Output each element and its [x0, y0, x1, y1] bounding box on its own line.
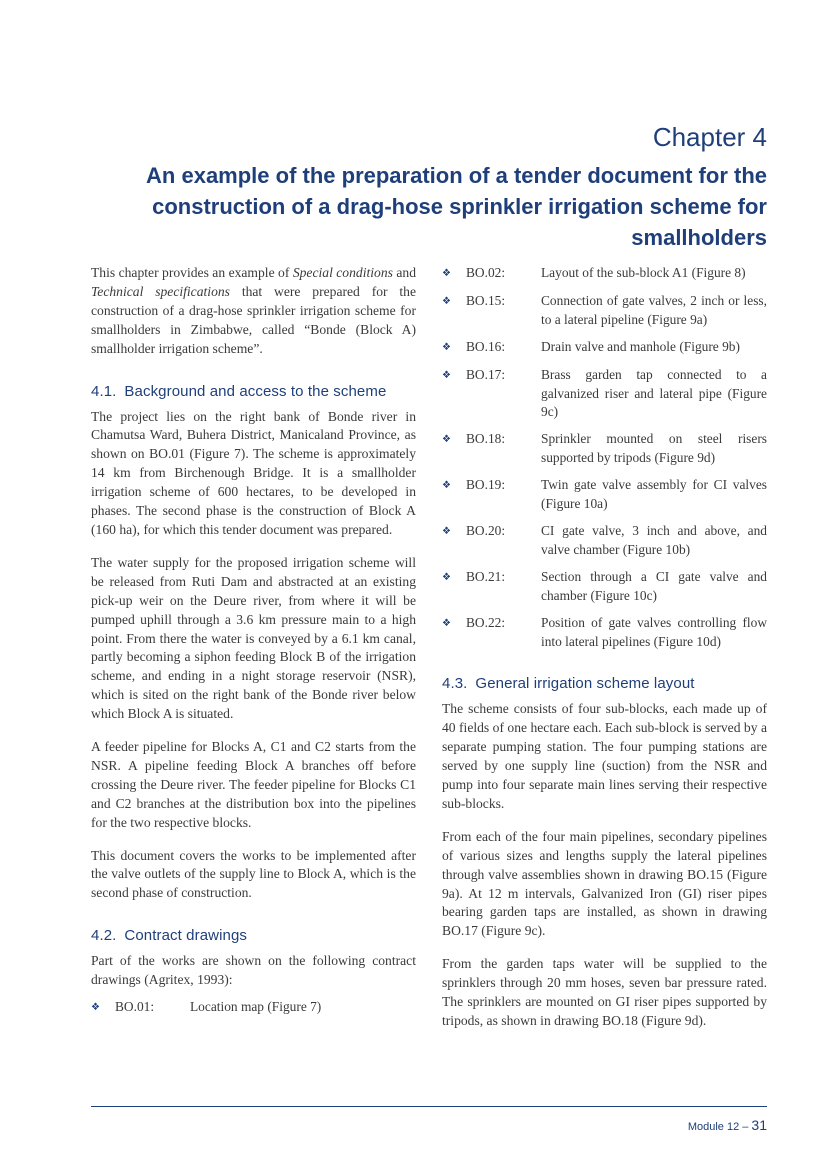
section-title: Contract drawings [124, 927, 248, 945]
drawing-description: CI gate valve, 3 inch and above, and valve chamber (Figure 10b) [541, 522, 767, 557]
drawing-code: BO.16: [466, 338, 506, 354]
intro-emphasis-special-conditions: Special conditions [292, 265, 393, 280]
section-heading-4-1 [91, 383, 416, 400]
diamond-bullet-icon: ❖ [442, 617, 451, 629]
paragraph: This document covers the works to be implemented after the valve outlets of the supply line to Block A, which is the second phase of construction. [91, 847, 416, 901]
list-item [442, 476, 767, 514]
section-heading-4-3 [442, 675, 767, 692]
drawing-code: BO.19: [466, 477, 506, 493]
drawing-description: Position of gate valves controlling flow into lateral pipelines (Figure 10d) [541, 614, 767, 649]
drawing-description: Sprinkler mounted on steel risers supported by tripods (Figure 9d) [541, 431, 767, 466]
paragraph: The water supply for the proposed irrigation scheme will be released from Ruti Dam and abstracted at an existing pick-up weir on the Deure river, from where it will be pumped uphill through a 3.6 km pressure main to a high point. From there the water is conveyed by a 6.1 km canal, partly becoming a siphon feeding Block B of the irrigation scheme, and ending in a night storage reservoir (NSR), which is sited on the right bank of the Bonde river below which Block A is situated. [91, 554, 416, 722]
footer-divider [91, 1106, 767, 1107]
diamond-bullet-icon: ❖ [442, 369, 451, 381]
diamond-bullet-icon: ❖ [442, 268, 451, 279]
list-item [442, 614, 767, 652]
page-number: 31 [751, 1117, 767, 1133]
page-footer [688, 1117, 767, 1135]
drawing-code: BO.01: [115, 999, 155, 1015]
section-number: 4.1. [91, 382, 117, 400]
intro-text-2: and [392, 265, 416, 280]
list-item [442, 366, 767, 423]
diamond-bullet-icon: ❖ [442, 295, 451, 307]
chapter-title: An example of the preparation of a tender document for the construction of a drag-hose sprinkler irrigation scheme for smallholders [146, 163, 767, 250]
drawing-code: BO.22: [466, 614, 506, 630]
section-title: General irrigation scheme layout [475, 675, 695, 693]
diamond-bullet-icon: ❖ [442, 341, 451, 353]
intro-emphasis-technical-specifications: Technical specifications [91, 283, 230, 299]
list-item [442, 430, 767, 468]
section-heading-4-2 [91, 927, 416, 944]
paragraph: Part of the works are shown on the following contract drawings (Agritex, 1993): [91, 953, 416, 988]
paragraph: The project lies on the right bank of Bonde river in Chamutsa Ward, Buhera District, Manicaland Province, as shown on BO.01 (Figure 7). The scheme is approximately 14 km from Birchenough Bridge. It is a smallholder irrigation scheme of 600 hectares, to be developed in phases. The second phase is the construction of Block A (160 ha), for which this tender document was prepared. [91, 408, 416, 537]
chapter-number: Chapter 4 [652, 122, 767, 152]
right-column [442, 264, 767, 1045]
section-number: 4.2. [91, 927, 117, 945]
diamond-bullet-icon: ❖ [91, 1002, 100, 1014]
drawing-description: Connection of gate valves, 2 inch or less, to a lateral pipeline (Figure 9a) [541, 292, 767, 327]
section-title: Background and access to the scheme [124, 382, 387, 400]
intro-paragraph [91, 264, 416, 359]
drawing-description: Location map (Figure 7) [190, 999, 322, 1015]
left-column [91, 264, 416, 1026]
drawings-list [442, 264, 767, 651]
paragraph: A feeder pipeline for Blocks A, C1 and C2 starts from the NSR. A pipeline feeding Block A branches off before crossing the Deure river. The feeder pipeline for Blocks C1 and C2 branches at the distribution box into the pipelines for the two respective blocks. [91, 739, 416, 830]
paragraph: From the garden taps water will be supplied to the sprinklers through 20 mm hoses, seven bar pressure rated. The sprinklers are mounted on GI riser pipes supported by tripods, as shown in drawing BO.18 (Figure 9d). [442, 956, 767, 1028]
drawing-code: BO.17: [466, 366, 506, 382]
drawing-description: Layout of the sub-block A1 (Figure 8) [541, 265, 746, 280]
module-label: Module 12 – [687, 1121, 752, 1133]
drawing-description: Twin gate valve assembly for CI valves (Figure 10a) [541, 477, 767, 512]
list-item [91, 998, 416, 1018]
diamond-bullet-icon: ❖ [442, 434, 451, 446]
drawing-description: Brass garden tap connected to a galvanized riser and lateral pipe (Figure 9c) [541, 366, 767, 420]
drawing-description: Section through a CI gate valve and chamber (Figure 10c) [541, 568, 767, 603]
drawing-code: BO.15: [466, 292, 506, 308]
paragraph: From each of the four main pipelines, secondary pipelines of various sizes and lengths supply the lateral pipelines through valve assemblies shown in drawing BO.15 (Figure 9a). At 12 m intervals, Galvanized Iron (GI) riser pipes bearing garden taps are installed, as shown in drawing BO.17 (Figure 9c). [442, 828, 767, 939]
intro-text-3: that were prepared for the construction of a drag-hose sprinkler irrigation scheme for smallholders in Zimbabwe, called “Bonde (Block A) smallholder irrigation scheme”. [91, 283, 416, 356]
paragraph: The scheme consists of four sub-blocks, each made up of 40 fields of one hectare each. Each sub-block is served by a separate pumping station. The four pumping stations are served by one supply line (suction) from the NSR and pump into four separate main lines serving their respective sub-blocks. [442, 701, 767, 811]
list-item [442, 264, 767, 284]
diamond-bullet-icon: ❖ [442, 480, 451, 492]
list-item [442, 292, 767, 330]
intro-text-1: This chapter provides an example of [91, 265, 293, 280]
drawing-description: Drain valve and manhole (Figure 9b) [541, 338, 740, 354]
list-item [442, 338, 767, 358]
drawings-list [91, 998, 416, 1018]
drawing-code: BO.02: [466, 265, 506, 280]
drawing-code: BO.20: [466, 522, 506, 538]
list-item [442, 568, 767, 606]
list-item [442, 522, 767, 560]
drawing-code: BO.18: [466, 431, 506, 447]
drawing-code: BO.21: [466, 568, 506, 584]
diamond-bullet-icon: ❖ [442, 525, 451, 537]
section-number: 4.3. [442, 675, 468, 693]
diamond-bullet-icon: ❖ [442, 571, 451, 583]
